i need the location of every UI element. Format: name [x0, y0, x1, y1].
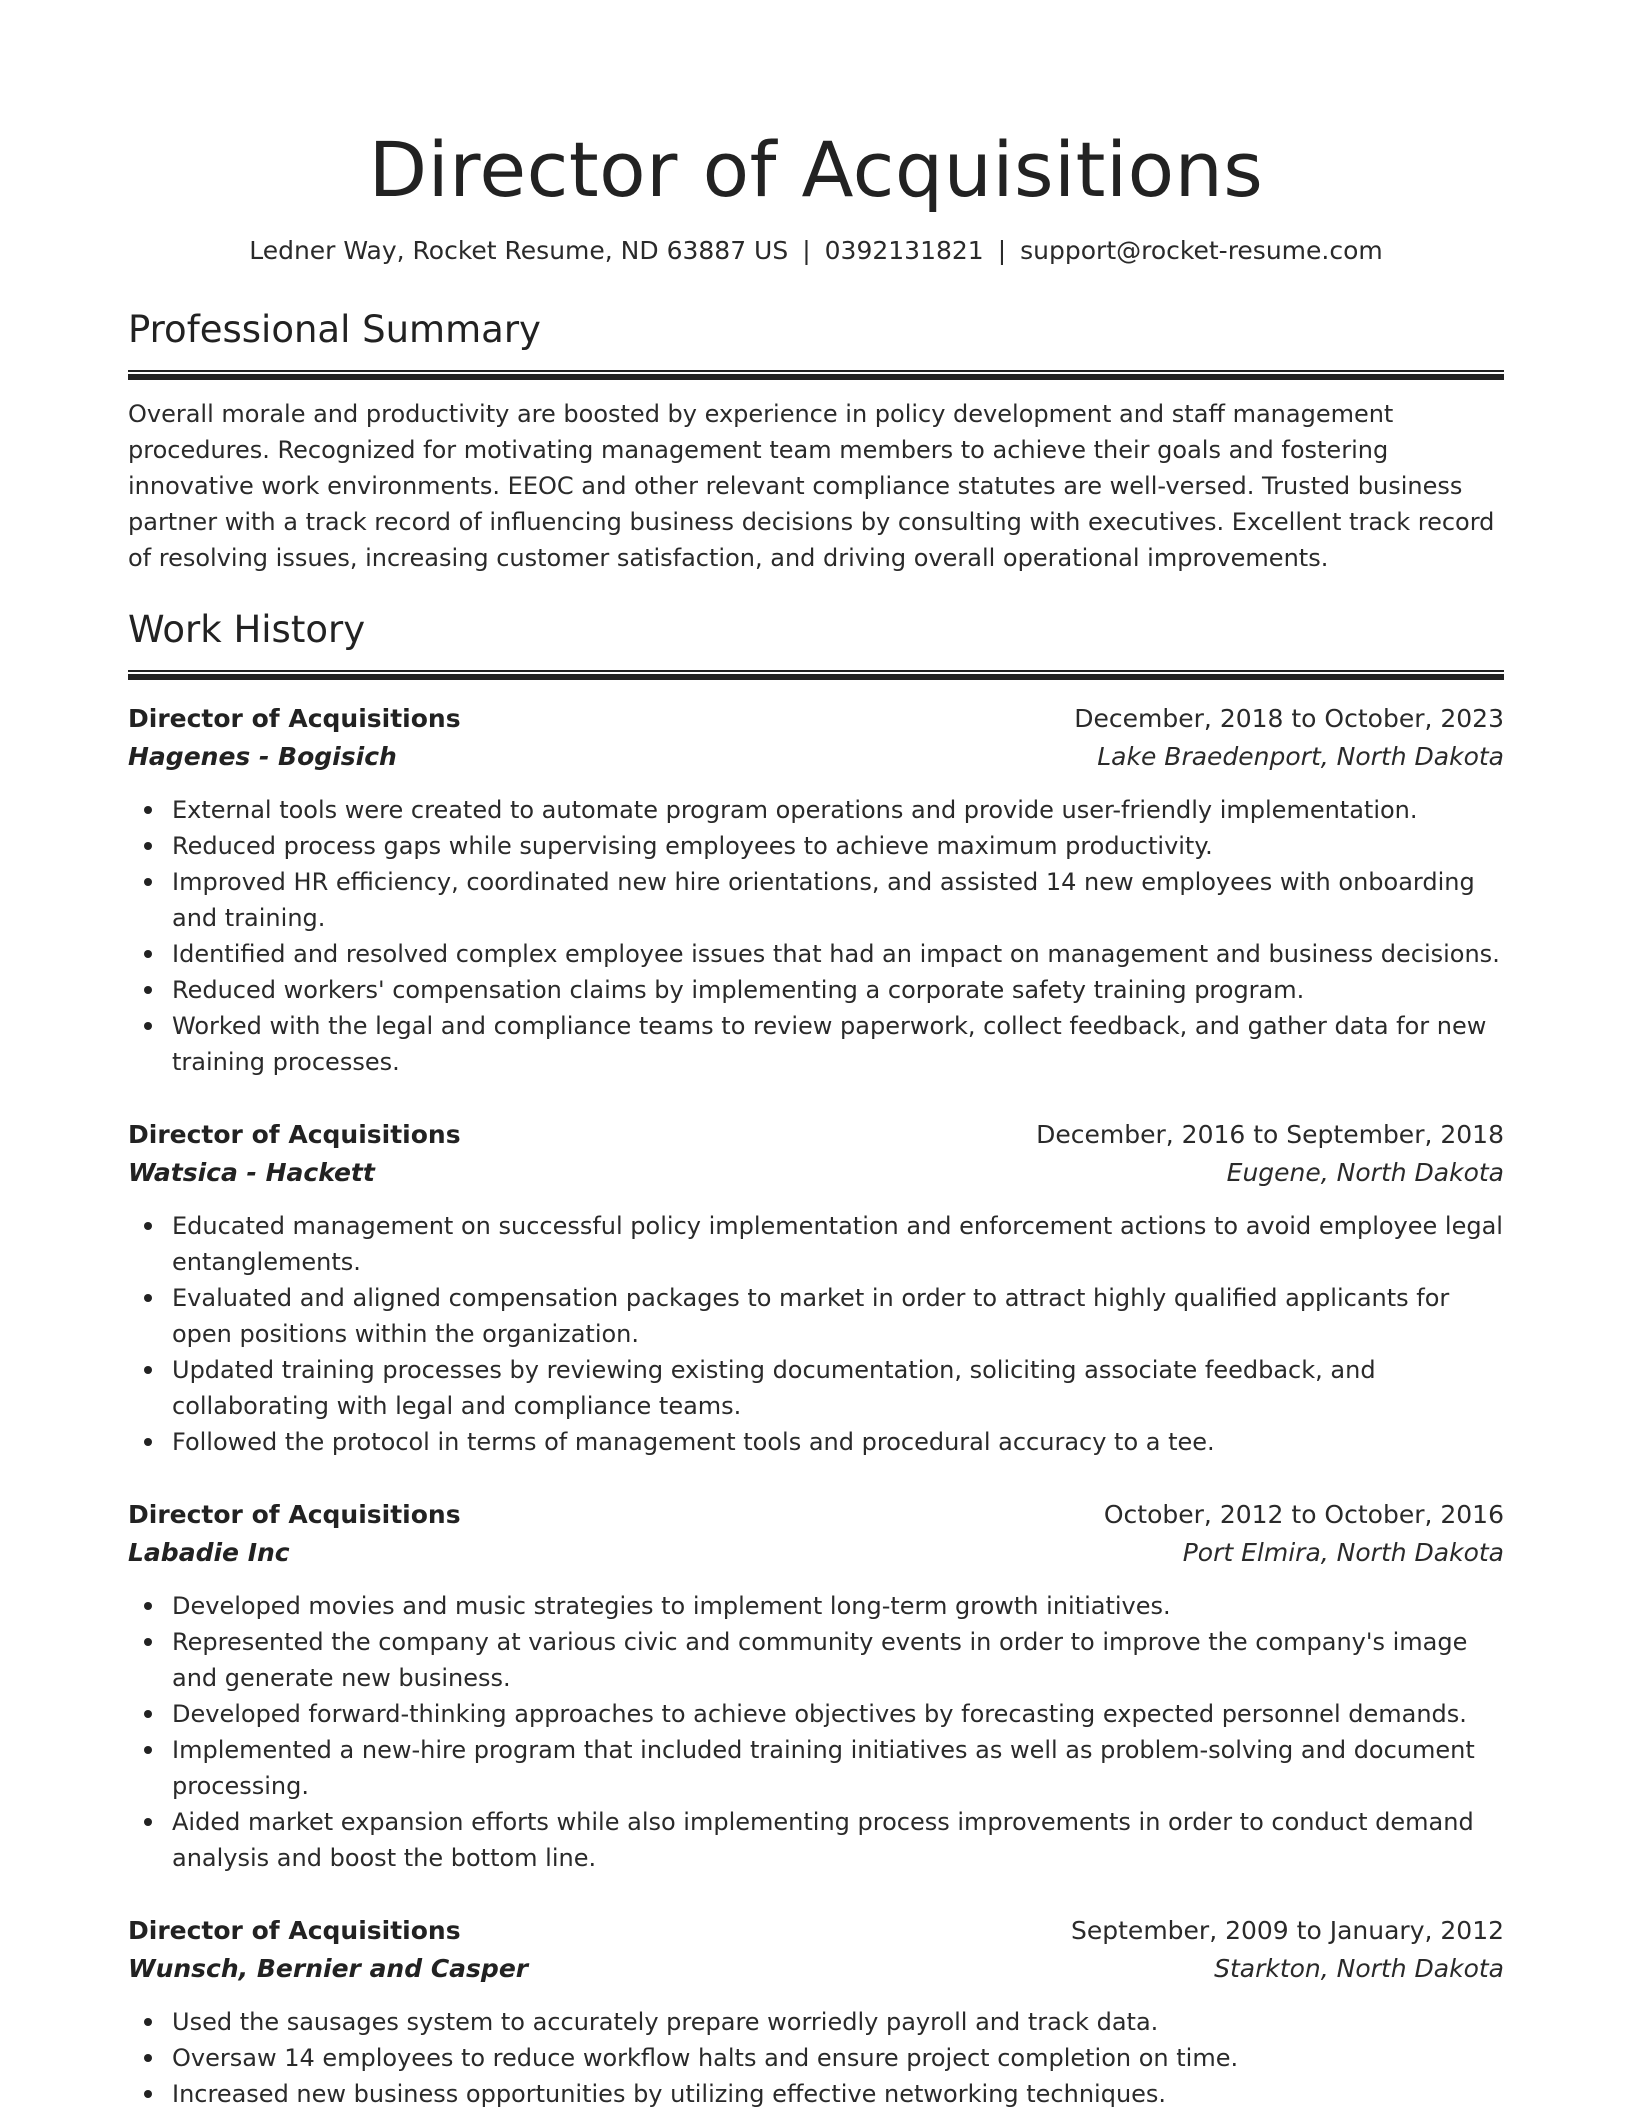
job-bullet: Updated training processes by reviewing existing documentation, soliciting associate feedback, and collaborating with legal and compliance teams. [172, 1352, 1504, 1424]
section-title-summary: Professional Summary [128, 308, 541, 351]
job-bullet: External tools were created to automate program operations and provide user-friendly implementation. [172, 792, 1504, 828]
job-bullet: Developed forward-thinking approaches to achieve objectives by forecasting expected personnel demands. [172, 1696, 1504, 1732]
job-company: Watsica - Hackett [128, 1158, 375, 1187]
work-history-section [128, 606, 1504, 2112]
contact-line [128, 234, 1504, 268]
job-subheader-row [128, 738, 1504, 776]
job-bullet: Improved HR efficiency, coordinated new hire orientations, and assisted 14 new employees with onboarding and training. [172, 864, 1504, 936]
job-bullet: Increased new business opportunities by utilizing effective networking techniques. [172, 2076, 1504, 2112]
job-title: Director of Acquisitions [128, 1120, 461, 1149]
job-location: Lake Braedenport, North Dakota [1097, 742, 1504, 771]
job-bullet: Oversaw 14 employees to reduce workflow halts and ensure project completion on time. [172, 2040, 1504, 2076]
section-title-work: Work History [128, 608, 366, 651]
job-bullet: Aided market expansion efforts while also implementing process improvements in order to conduct demand analysis and boost the bottom line. [172, 1804, 1504, 1876]
job-title: Director of Acquisitions [128, 1916, 461, 1945]
job-bullets [128, 2004, 1504, 2112]
job-entry [128, 1116, 1504, 1460]
job-bullet: Educated management on successful policy implementation and enforcement actions to avoid employee legal entanglements. [172, 1208, 1504, 1280]
job-dates: October, 2012 to October, 2016 [1103, 1500, 1504, 1529]
summary-text: Overall morale and productivity are boosted by experience in policy development and staff management procedures. Recognized for motivating management team members to achieve their goals and fostering innovative work environments. EEOC and other relevant compliance statutes are well-versed. Trusted business partner with a track record of influencing business decisions by consulting with executives. Excellent track record of resolving issues, increasing customer satisfaction, and driving overall operational improvements. [128, 400, 1495, 572]
job-bullet: Followed the protocol in terms of management tools and procedural accuracy to a tee. [172, 1424, 1504, 1460]
job-subheader-row [128, 1950, 1504, 1988]
job-bullet: Represented the company at various civic and community events in order to improve the company's image and generate new business. [172, 1624, 1504, 1696]
job-title: Director of Acquisitions [128, 704, 461, 733]
job-bullet: Developed movies and music strategies to implement long-term growth initiatives. [172, 1588, 1504, 1624]
contact-address: Ledner Way, Rocket Resume, ND 63887 US [249, 236, 789, 265]
job-header-row [128, 1496, 1504, 1534]
job-location: Starkton, North Dakota [1214, 1954, 1504, 1983]
job-title: Director of Acquisitions [128, 1500, 461, 1529]
job-header-row [128, 1116, 1504, 1154]
job-location: Eugene, North Dakota [1226, 1158, 1504, 1187]
professional-summary-section [128, 306, 1504, 576]
resume-name: Director of Acquisitions [368, 125, 1264, 214]
contact-separator: | [802, 236, 811, 265]
job-subheader-row [128, 1534, 1504, 1572]
job-company: Labadie Inc [128, 1538, 290, 1567]
job-entry [128, 1496, 1504, 1876]
section-divider [128, 670, 1504, 680]
job-company: Wunsch, Bernier and Casper [128, 1954, 529, 1983]
job-bullet: Reduced workers' compensation claims by implementing a corporate safety training program. [172, 972, 1504, 1008]
job-company: Hagenes - Bogisich [128, 742, 397, 771]
job-header-row [128, 700, 1504, 738]
job-dates: December, 2016 to September, 2018 [1036, 1120, 1504, 1149]
job-bullet: Implemented a new-hire program that included training initiatives as well as problem-solving and document processing. [172, 1732, 1504, 1804]
job-bullets [128, 1588, 1504, 1876]
job-bullets [128, 792, 1504, 1080]
contact-phone: 0392131821 [824, 236, 984, 265]
job-location: Port Elmira, North Dakota [1182, 1538, 1504, 1567]
job-dates: December, 2018 to October, 2023 [1074, 704, 1504, 733]
job-bullet: Identified and resolved complex employee issues that had an impact on management and business decisions. [172, 936, 1504, 972]
job-bullet: Used the sausages system to accurately prepare worriedly payroll and track data. [172, 2004, 1504, 2040]
contact-separator: | [997, 236, 1007, 265]
contact-email: support@rocket-resume.com [1020, 236, 1383, 265]
job-subheader-row [128, 1154, 1504, 1192]
job-dates: September, 2009 to January, 2012 [1071, 1916, 1504, 1945]
job-bullet: Reduced process gaps while supervising employees to achieve maximum productivity. [172, 828, 1504, 864]
job-bullet: Worked with the legal and compliance teams to review paperwork, collect feedback, and gather data for new training processes. [172, 1008, 1504, 1080]
section-divider [128, 370, 1504, 380]
job-header-row [128, 1912, 1504, 1950]
job-bullets [128, 1208, 1504, 1460]
job-bullet: Evaluated and aligned compensation packages to market in order to attract highly qualified applicants for open positions within the organization. [172, 1280, 1504, 1352]
job-entry [128, 700, 1504, 1080]
job-entry [128, 1912, 1504, 2112]
